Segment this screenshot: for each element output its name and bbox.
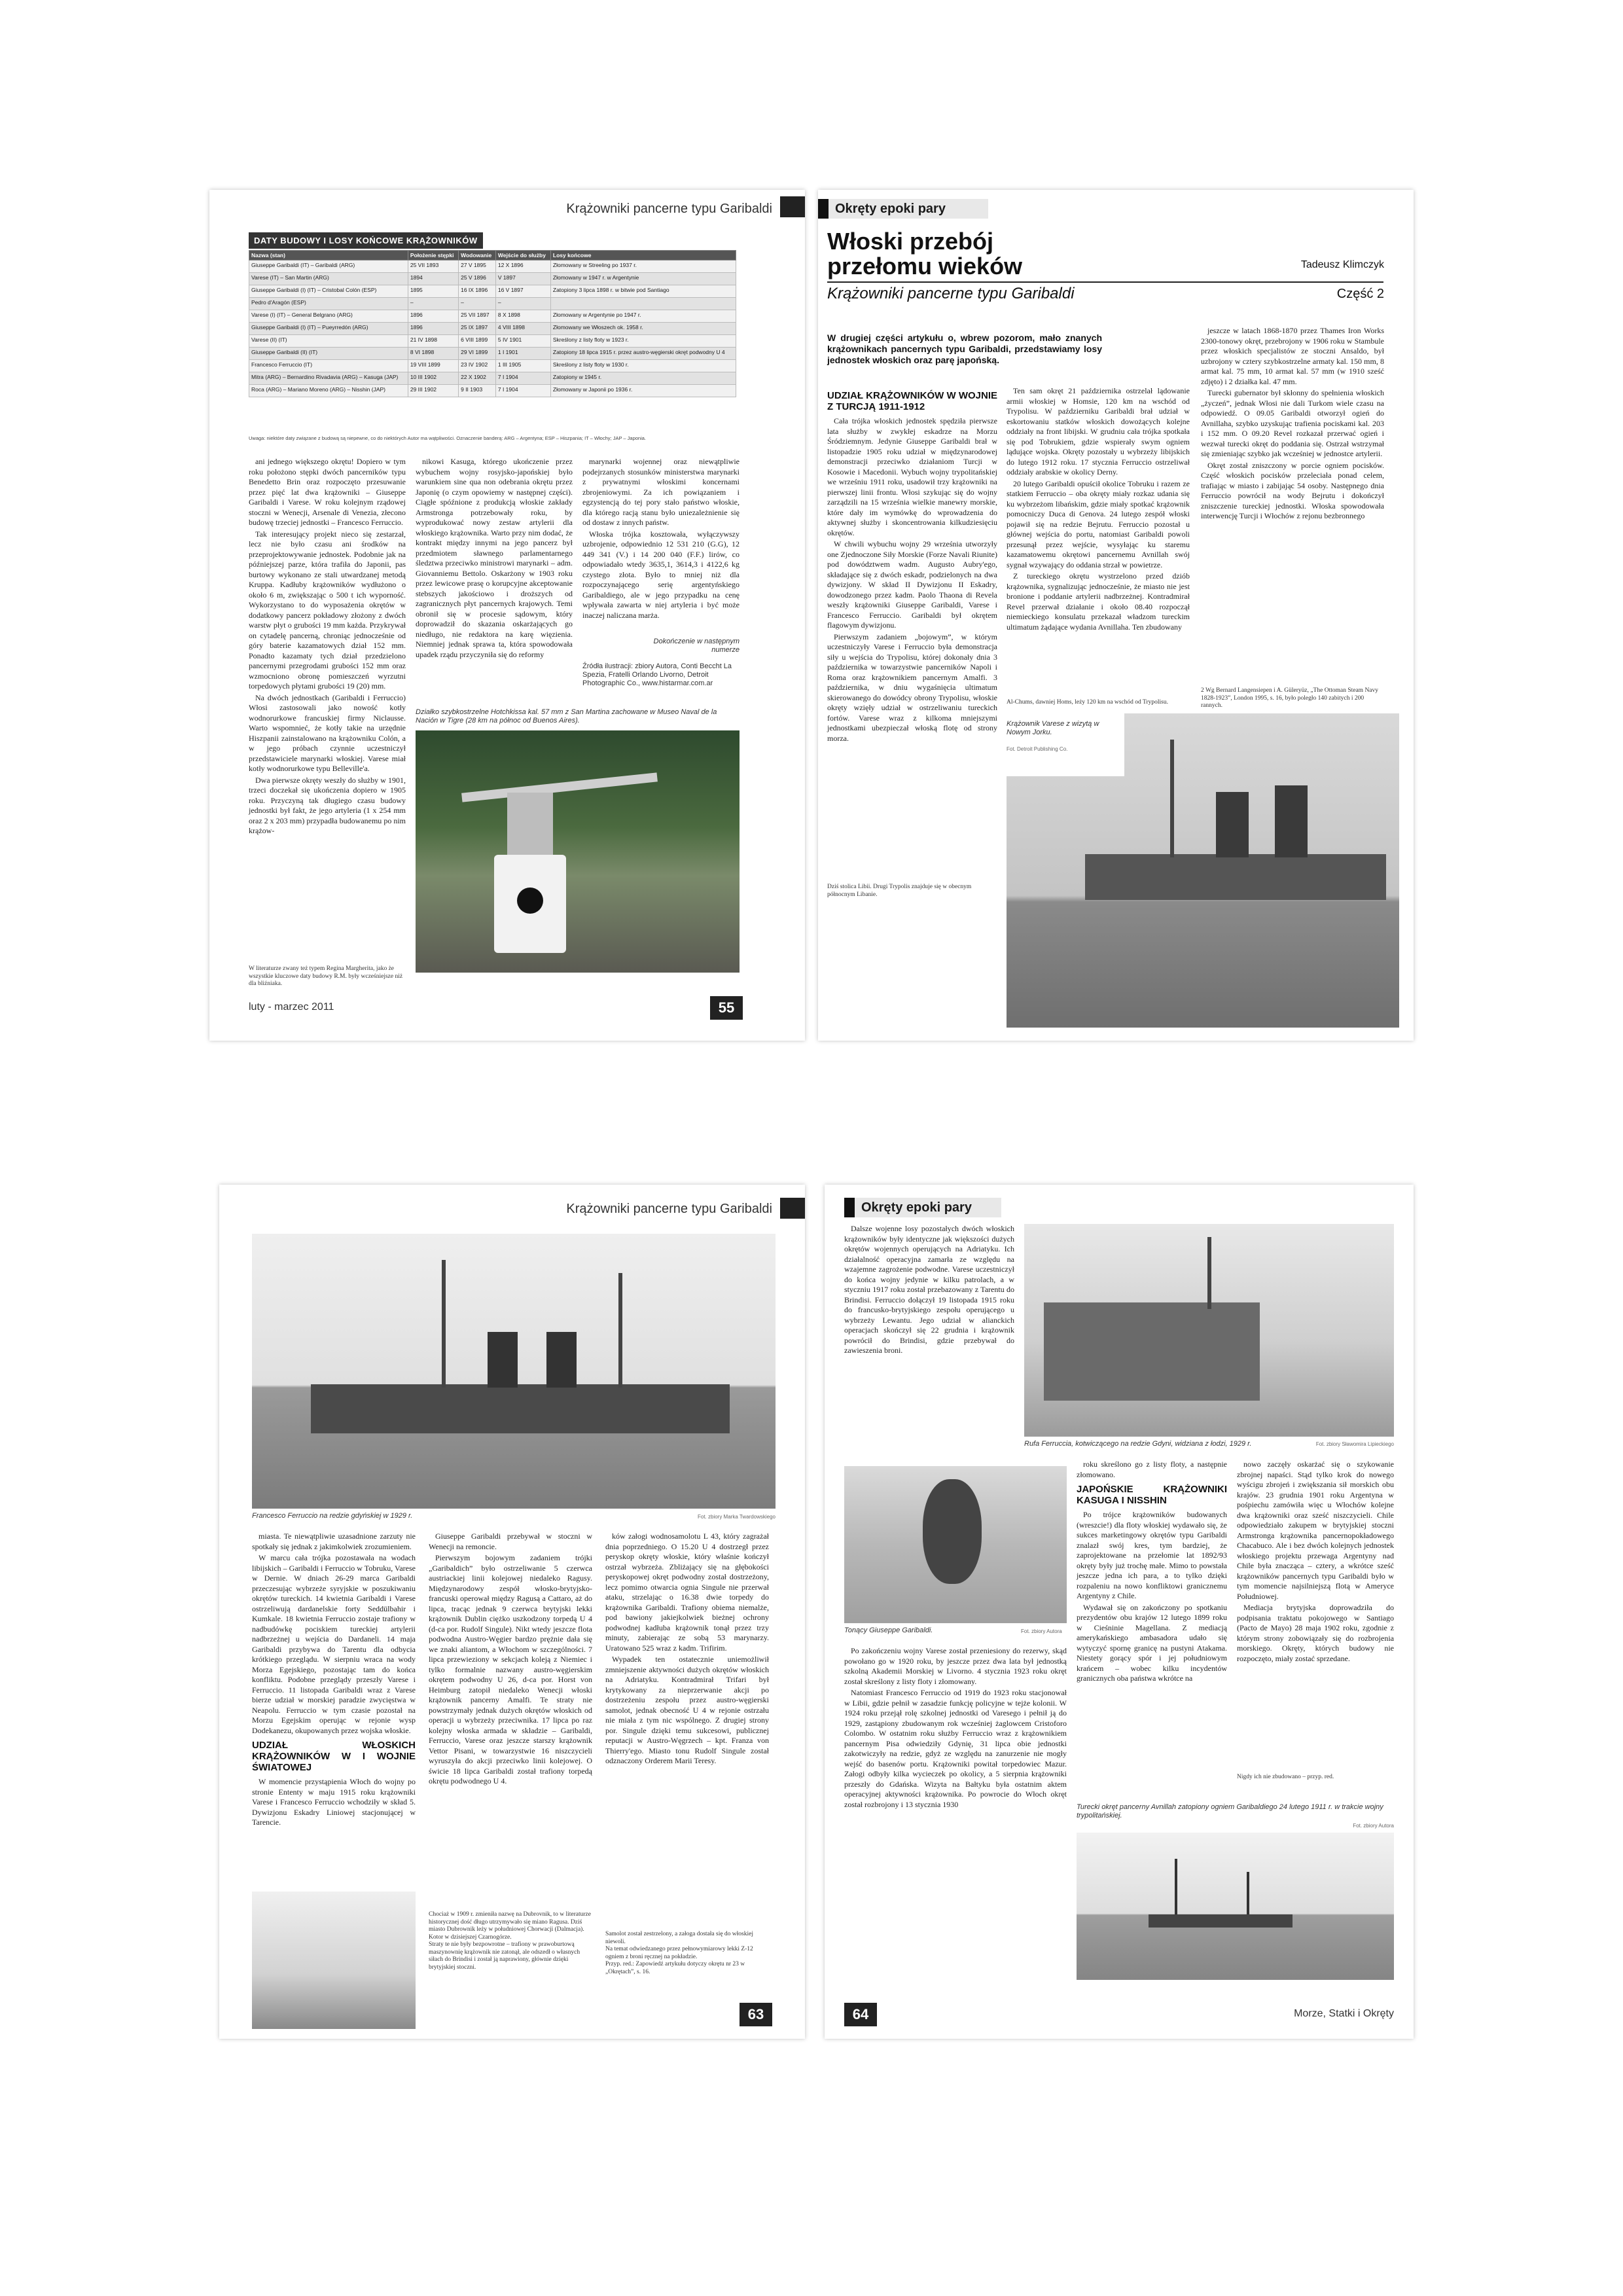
footnote-casualties: 2 Wg Bernard Langensiepen i A. Güleryüz, „The Ottoman Steam Navy 1828-1923”, London 1995, s. 16, było poległo 140 zabitych i 200 rannych. bbox=[1201, 687, 1379, 709]
paragraph: Natomiast Francesco Ferruccio od 1919 do 1923 roku stacjonował w Libii, gdzie pełnił w zasadzie funkcję policyjne w tejże kolonii. W 1924 roku przejął rolę szkolnej jednostki od Varesego i pełnił ją do 1929, zastąpiony zbudowanym rok wcześniej żaglowcem Cristoforo Colombo. W ostatnim roku służby Ferruccio wraz z krążownikiem pancernym Pisa odwiedziły Gdynię, 31 lipca obie jednostki zakotwiczyły na redzie, gdyż ze względu na zanurzenie nie mogły wejść do basenów portu. Krążowniki powitał torpedowiec Mazur. Załogi odbyły kilka wycieczek po okolicy, a 5 sierpnia krążowniki przeszły do Gdańska. Wizyta na Bałtyku była ostatnim aktem operacyjnej aktywności krążownika. Po powrocie do Włoch okręt został rozbrojony i 13 stycznia 1930 bbox=[844, 1688, 1067, 1809]
gun-porthole bbox=[517, 888, 543, 914]
ferruccio-stern-photo bbox=[1024, 1224, 1394, 1437]
table-row bbox=[249, 335, 736, 348]
running-head: Krążowniki pancerne typu Garibaldi bbox=[566, 202, 772, 216]
footnote: Chociaż w 1909 r. zmieniła nazwę na Dubrovnik, to w literaturze historycznej dość długo utrzymywało się miano Ragusa. Dziś miasto Dubrownik leży w południowej Chorwacji (Dalmacja). bbox=[429, 1911, 591, 1933]
table-header-cell: Położenie stępki bbox=[408, 251, 458, 260]
article-column-1 bbox=[252, 1532, 416, 1829]
table-cell: 1896 bbox=[408, 323, 458, 335]
section-heading: UDZIAŁ WŁOSKICH KRĄŻOWNIKÓW W I WOJNIE ŚWIATOWEJ bbox=[252, 1740, 416, 1773]
table-cell: Skreślony z listy floty w 1923 r. bbox=[550, 335, 736, 348]
table-cell: 7 I 1904 bbox=[495, 372, 550, 385]
section-header: Okręty epoki pary bbox=[844, 1198, 1001, 1217]
table-cell: 7 I 1904 bbox=[495, 385, 550, 397]
table-row bbox=[249, 323, 736, 335]
table-cell: 16 IX 1896 bbox=[459, 285, 496, 298]
article-column-1 bbox=[249, 457, 406, 838]
table-header-cell: Wejście do służby bbox=[495, 251, 550, 260]
table-cell: 19 VIII 1899 bbox=[408, 360, 458, 372]
paragraph: Dwa pierwsze okręty weszły do służby w 1901, trzeci doczekał się ukończenia dopiero w 1905 roku. Przyczyną tak długiego czasu budowy jednostki był fakt, że jego artyleria (1 x 254 mm oraz 2 x 203 mm) przypadła budowanemu po nim krążow- bbox=[249, 775, 406, 835]
table-cell: 25 VII 1897 bbox=[459, 310, 496, 323]
page-64 bbox=[825, 1185, 1414, 2039]
table-cell: 4 VIII 1898 bbox=[495, 323, 550, 335]
table-cell: 1895 bbox=[408, 285, 458, 298]
photo-credit: Fot. Detroit Publishing Co. bbox=[1007, 746, 1068, 752]
table-cell: – bbox=[459, 298, 496, 310]
article-column-3 bbox=[582, 457, 740, 622]
table-cell: 29 III 1902 bbox=[408, 385, 458, 397]
lead-paragraph: W drugiej części artykułu o, wbrew pozorom, mało znanych krążownikach pancernych typu Garibaldi, przedstawiamy losy jednostek włoskich oraz parę japońską. bbox=[827, 332, 1102, 365]
page-56 bbox=[818, 190, 1414, 1041]
table-cell: 1 III 1905 bbox=[495, 360, 550, 372]
table-cell: Varese (IT) – San Martin (ARG) bbox=[249, 273, 408, 285]
garibaldi-sinking-photo bbox=[844, 1466, 1067, 1623]
paragraph: marynarki wojennej oraz niewątpliwie podejrzanych stosunków ministerstwa marynarki z prywatnymi włoskimi koncernami zbrojeniowymi. Za ich powiązaniem i egzystencją do tej pory stało państwo włoskie, dla którego racją stanu było uniezależnienie się od dostaw z innych państw. bbox=[582, 457, 740, 527]
paragraph: Na dwóch jednostkach (Garibaldi i Ferruccio) Włosi zastosowali jako nowość kotły wodnorurkowe francuskiej firmy Niclausse. Warto wspomnieć, że kotły takie na urzędnie Hiszpanii zainstalowano na krążowniku Colón, a w jego próbach czynnie uczestniczył przedstawiciele marynarki włoskiej. Varese miał kotły wodnorurkowe typu Belleville'a. bbox=[249, 692, 406, 773]
gun-mount bbox=[507, 793, 553, 855]
table-cell: 1894 bbox=[408, 273, 458, 285]
page-tab-marker bbox=[780, 1198, 805, 1219]
paragraph: Pierwszym bojowym zadaniem trójki „Garibaldich” było ostrzeliwanie 5 czerwca austriackiej linii kolejowej niedaleko Ragusy. Międzynarodowy zespół włosko-brytyjsko-francuski operował między Ragusą a Cattaro, aż do lipca, tracąc jednak 9 czerwca brytyjski lekki krążownik Dublin ciężko uszkodzony torpedą U 4 (d-ca por. Rudolf Singule). Nikt wtedy jeszcze flota podwodna Austro-Węgier bardzo prężnie dała się we znaki aliantom, a Włochom w szczególności. 7 lipca przewieziony w sekcjach koleją z Niemiec i tylko formalnie nazwany austro-węgierskim okrętem podwodny U 26, d-ca por. Horst von Heimburg zatopił niedaleko Wenecji włoski krążownik pancerny Amalfi. Te straty nie powstrzymały jednak dużych okrętów włoskich od operacji u wybrzeży przeciwnika. 17 lipca po raz kolejny włoska armada w składzie – Garibaldi, Ferruccio, Varese oraz jeszcze starszy krążownik Vettor Pisani, w towarzystwie 16 niszczycieli wyruszyła do akcji przeciwko linii kolejowej. O świcie 18 lipca Garibaldi został trafiony torpedą okrętu podwodnego U 4. bbox=[429, 1553, 592, 1785]
table-cell: – bbox=[408, 298, 458, 310]
paragraph: nikowi Kasuga, którego ukończenie przez wybuchem wojny rosyjsko-japońskiej było warunkiem sine qua non odebrania okrętu przez Japonię (o czym opowiemy w następnej części). Ciągłe spóźnione z produkcją włoskie zakłady Armstronga potrzebowały roku, by wyprodukować nowy zestaw artylerii dla włoskiego krążownika. Warto przy nim dodać, że kontrakt między innymi na jego pancerz był przedmiotem sławnego parlamentarnego śledztwa przeciwko ministrowi marynarki – adm. Giovanniemu Bettolo. Oskarżony w 1903 roku przez lewicowe prasę o korupcyjne akceptowanie stebszych jakościowo i droższych od zagranicznych płyt pancernych krajowych. Temi obronił się w procesie sądowym, który doprowadził do skazania oskarżających go niedługo, nie redaktora na karę więzienia. Niemniej jednak sprawa ta, która spowodowała upadek rządu przyczyniła się do reformy bbox=[416, 457, 573, 659]
paragraph: jeszcze w latach 1868-1870 przez Thames Iron Works 2300-tonowy okręt, przebrojony w 1906 roku w Stambule przez włoskich specjalistów ze stoczni Ansaldo, był uzbrojony w cztery szybkostrzelne armaty kal. 150 mm, 8 armat kal. 75 mm, 10 armat kal. 57 mm (w 1910 sześć zdjęto) i 2 działka kal. 47 mm. bbox=[1201, 326, 1384, 386]
table-cell: Pedro d'Aragón (ESP) bbox=[249, 298, 408, 310]
part-label: Część 2 bbox=[1336, 287, 1384, 301]
page-tab-marker bbox=[780, 196, 805, 217]
smoke-plume bbox=[923, 1479, 982, 1584]
table-cell: 9 II 1903 bbox=[459, 385, 496, 397]
table-header-cell: Wodowanie bbox=[459, 251, 496, 260]
paragraph: ków załogi wodnosamolotu L 43, który zagrażał dnia poprzedniego. O 15.20 U 4 dostrzegł przez peryskop okręty włoskie, który właśnie kończył ostrzał wybrzeża. Zbliżający się na głębokości peryskopowej okręt podwodny został dostrzeżony, lecz pomimo otwarcia ognia Singule nie przerwał ataku, strzelając o 16.38 dwie torpedy do krążownika Garibaldi. Trafiony obiema niemalże, pod bawiony jakiejkolwiek bieżnej ochrony podwodnej kadłuba krążownik tonął przez trzy minuty, zabierając ze sobą 53 marynarzy. Uratowano 525 wraz z kadm. Trifirim. bbox=[605, 1532, 769, 1653]
photo-caption: Działko szybkostrzelne Hotchkissa kal. 57 mm z San Martina zachowane w Museo Naval de la Nación w Tigre (28 km na północ od Buenos Aires). bbox=[416, 708, 717, 725]
paragraph: Cała trójka włoskich jednostek spędziła pierwsze lata służby w zwykłej eskadrze na Morzu Śródziemnym. Jedynie Giuseppe Garibaldi brał w listopadzie 1905 roku udział w międzynarodowej demonstracji przeciwko działaniom Turcji w Kosowie i Macedonii. Wybuch wojny trypolitańskiej we wrześniu 1911 roku, usadowił trzy krążowniki na pierwszej linii frontu. Włosi szykując się do wojny zarządzili na 15 września wielkie manewry morskie, które dały im wymówkę do wprowadzenia do aktywnej służby i skoncentrowania kilkudziesięciu okrętów. bbox=[827, 416, 997, 537]
paragraph: Ten sam okręt 21 października ostrzelał lądowanie armii włoskiej w Homsie, 120 km na wschód od Trypolisu. W październiku Garibaldi brał udział w eskortowaniu statków włoskich dowożących kolejne oddziały na front libijski. W grudniu cała trójka spotkała się pod Tobrukiem, gdzie wspierały swym ogniem lądujące wojska. Okręty pozostały u wybrzeży libijskich do lutego 1912 roku. 17 stycznia Ferruccio ostrzeliwał oddziały arabskie w okolicy Derny. bbox=[1007, 386, 1190, 476]
footnotes-right bbox=[605, 1931, 769, 1976]
ferruccio-photo bbox=[252, 1234, 776, 1509]
ship-funnel-1 bbox=[488, 1332, 518, 1388]
ship-funnel-2 bbox=[1275, 785, 1308, 857]
footnote: Przyp. red.: Zapowiedź artykułu dotyczy okrętu nr 23 w „Okrętach”, s. 16. bbox=[605, 1961, 745, 1975]
paragraph: W momencie przystąpienia Włoch do wojny po stronie Ententy w maju 1915 roku krążowniki Varese i Francesco Ferruccio wchodziły w skład 5. Dywizjonu Eskadry Liniowej stacjonującej w Tarencie. bbox=[252, 1777, 416, 1827]
table-cell: 21 IV 1898 bbox=[408, 335, 458, 348]
paragraph: Z tureckiego okrętu wystrzelono przed dziób krążownika, sygnalizując jednocześnie, że miasto nie jest bronione i poddanie artylerii nadbrzeżnej. Kontradmirał Revel przerwał działanie i około 08.40 rozpoczął niemieckiego konsulatu przekazał władzom tureckim ultimatum żądające wydania Avnillaha. Ten zbudowany bbox=[1007, 571, 1190, 632]
table-cell: Złomowany w Japonii po 1936 r. bbox=[550, 385, 736, 397]
page-63 bbox=[219, 1185, 805, 2039]
paragraph: Pierwszym zadaniem „bojowym”, w którym uczestniczyły Varese i Ferruccio była demonstracja siły u wejścia do Trypolisu, której dokonały dnia 3 października w towarzystwie pancerników Napoli i Roma oraz krążownikiem pancernym Amalfi. 3 października, w dniu wygaśnięcia ultimatum skierowanego do dowódcy obrony Trypolisu, włoskie okręty wzięły udział w ostrzeliwaniu tureckich fortów. Varese wraz z kilkoma mniejszymi jednostkami ubezpieczał włoską flotę od strony morza. bbox=[827, 632, 997, 743]
paragraph: Mediacja brytyjska doprowadziła do podpisania traktatu pokojowego w Santiago (Pacto de Mayo) 28 maja 1902 roku, zgodnie z którym strony zobowiązały się do rozbrojenia morskiego. Okręty, których budowy nie rozpoczęto, miały zostać sprzedane. bbox=[1237, 1603, 1394, 1663]
article-column-3 bbox=[605, 1532, 769, 1768]
article-title: Włoski przebój przełomu wieków bbox=[827, 228, 1023, 279]
table-note: Uwaga: niektóre daty związane z budową są niepewne, co do niektórych Autor ma wątpliwości. Oznaczenie banderą: ARG – Argentyna; ESP – Hiszpania; IT – Włochy; JAP – Japonia. bbox=[249, 435, 647, 441]
section-heading: JAPOŃSKIE KRĄŻOWNIKI KASUGA I NISSHIN bbox=[1077, 1484, 1227, 1506]
table-cell: 25 VII 1893 bbox=[408, 260, 458, 273]
table-cell: V 1897 bbox=[495, 273, 550, 285]
paragraph: Giuseppe Garibaldi przebywał w stoczni w Wenecji na remoncie. bbox=[429, 1532, 592, 1551]
table-cell: Roca (ARG) – Mariano Moreno (ARG) – Nisshin (JAP) bbox=[249, 385, 408, 397]
table-row bbox=[249, 310, 736, 323]
paragraph: Wydawał się on zakończony po spotkaniu prezydentów obu krajów 12 lutego 1899 roku w Cieśninie Magellana. Z mediacją amerykańskiego ambasadora udało się wytyczyć spornę granicę na pustyni Atakama. Niestety gorący spór i jej południowym krańcem – wobec kilku incydentów granicznych oba państwa wkrótce na bbox=[1077, 1602, 1227, 1683]
page-55 bbox=[209, 190, 805, 1041]
table-cell: Giuseppe Garibaldi (II) (IT) bbox=[249, 348, 408, 360]
photo-credit: Fot. zbiory Autora bbox=[1021, 1628, 1062, 1634]
table-cell: 6 VIII 1899 bbox=[459, 335, 496, 348]
ship-funnel-2 bbox=[546, 1332, 577, 1388]
table-cell: 29 VI 1899 bbox=[459, 348, 496, 360]
photo-caption: Rufa Ferruccia, kotwiczącego na redzie Gdyni, widziana z łodzi, 1929 r. bbox=[1024, 1440, 1252, 1448]
paragraph: 20 lutego Garibaldi opuścił okolice Tobruku i razem ze statkiem Ferruccio – oba okręty miały rozkaz udania się ku wybrzeżom libańskim, gdzie miały spotkać krążownik pomocniczy Duca di Genova. 24 lutego zespół włoski pojawił się na redzie Bejrutu. Ferruccio pozostał u głównej wejścia do portu, natomiast Garibaldi powoli przesunął przez wejście, wysyłając ku staremu kazamatowemu okrętowi pancernemu Avnillah swój sygnał wzywający do oddania strzał w powietrze. bbox=[1007, 478, 1190, 569]
avnillah-wreck-photo bbox=[1077, 1833, 1394, 1980]
table-cell: Varese (I) (IT) – General Belgrano (ARG) bbox=[249, 310, 408, 323]
table-cell: Mitra (ARG) – Bernardino Rivadavia (ARG) – Kasuga (JAP) bbox=[249, 372, 408, 385]
page-number: 55 bbox=[710, 996, 743, 1020]
photo-caption: Krążownik Varese z wizytą w Nowym Jorku. bbox=[1007, 720, 1099, 736]
photo-caption: Francesco Ferruccio na redzie gdyńskiej w 1929 r. bbox=[252, 1512, 413, 1520]
title-rule bbox=[827, 281, 1383, 283]
table-row bbox=[249, 298, 736, 310]
table-cell: Zatopiony 3 lipca 1898 r. w bitwie pod Santiago bbox=[550, 285, 736, 298]
page-number: 64 bbox=[844, 2003, 877, 2026]
running-head: Krążowniki pancerne typu Garibaldi bbox=[566, 1202, 772, 1216]
table-cell: 1 I 1901 bbox=[495, 348, 550, 360]
article-column-3 bbox=[1237, 1460, 1394, 1665]
paragraph: nowo zaczęły oskarżać się o szykowanie zbrojnej napaści. Stąd tylko krok do nowego wyścigu zbrojeń i zwiększania sił morskich obu krajów. 23 grudnia 1901 roku Argentyna w pośpiechu zamówiła więc u Włochów kolejne dwa krążowniki oraz sześć niszczycieli. Chile odpowiedziało zakupem w brytyjskiej stoczni Armstronga krążownika pancernopokładowego Chacabuco. Ale i bez dwóch kolejnych jednostek włoskiego projektu przewaga Argentyny nad Chile była znacząca – cztery, a wkrótce sześć krążowników pancernych typu Garibaldi było w tym momencie najsilniejszą flotą w Ameryce Południowej. bbox=[1237, 1460, 1394, 1601]
table-row bbox=[249, 273, 736, 285]
paragraph: W chwili wybuchu wojny 29 września utworzyły one Zjednoczone Siły Morskie (Forze Navali Riunite) pod dowództwem wadm. Augusto Aubry'ego, składające się z dwóch eskadr, podzielonych na dwa dywizjony. W skład II Dywizjonu II Eskadry, dowodzonego przez kadm. Paolo Thaona di Revela weszły krążowniki Giuseppe Garibaldi, Varese i Francesco Ferruccio. Garibaldi był okrętem flagowym dywizjonu. bbox=[827, 539, 997, 630]
ship-stern bbox=[1044, 1302, 1260, 1401]
paragraph: Wypadek ten ostatecznie uniemożliwił zmniejszenie aktywności dużych okrętów włoskich na Adriatyku. Kontradmirał Trifari był krytykowany za nieprzerwanie akcji po dostrzeżeniu zespołu przez austro-węgierski samolot, jednak obecność U 4 w rejonie ostrzału nie miała z tym nic wspólnego. Z drugiej strony por. Singule dzięki temu sukcesowi, publicznej reputacji w Austro-Węgrzech – kpt. Franza von Thierry'ego. Miasto tonu Rudolf Singule został odznaczony Orderem Marii Teresy. bbox=[605, 1655, 769, 1765]
paragraph: W marcu cała trójka pozostawała na wodach libijskich – Garibaldi i Ferruccio w Tobruku, Varese w Dernie. W dniach 26-29 marca Garibaldi przeczesując wybrzeże syryjskie w poszukiwaniu okrętów tureckich. 14 kwietnia Garibaldi i Varese ostrzeliwują dardanelskie forty Seddülbahir i Kumkale. 18 kwietnia Ferruccio zostaje trafiony w nadbudówkę pociskiem tureckiej artylerii nadbrzeżnej u wejścia do Dardaneli. 14 maja Garibaldi przybywa do Tarentu dla odbycia krótkiego przeglądu. W sierpniu wraca na wody Morza Egejskiego, pozostając tam do końca konfliktu. Podobne przeglądy przeszły Varese i Ferruccio. 11 listopada Garibaldi wraz z Varese bierze udział w morskiej paradzie zwycięstwa w Neapolu. Ferruccio w tym czasie pozostał na Morzu Egejskim operując w rejonie wysp Dodekanezu, okupowanych przez wojska włoskie. bbox=[252, 1553, 416, 1735]
table-row bbox=[249, 348, 736, 360]
table-cell: Złomowany w 1947 r. w Argentynie bbox=[550, 273, 736, 285]
page-number: 63 bbox=[740, 2003, 772, 2026]
photo-credit: Fot. zbiory Autora bbox=[1353, 1823, 1394, 1829]
paragraph: Tak interesujący projekt nieco się zestarzał, lecz nie było czasu ani środków na przeprojektowywanie jednostek. Podobnie jak na późniejszej parze, która trafiła do Japonii, pas burtowy wykonano ze stali utwardzanej metodą Kruppa. Kadłuby krążowników wydłużono o około 6 m, zwiększając o 500 t ich wyporność. Wykorzystano to do wyposażenia okrętów w dodatkowy pancerz pokładowy złożony z dwóch warstw płyt o grubości 19 mm każda. Przykrywał on cytadelę pancerną, chroniąc jednocześnie od góry baterie kazamatowych dział 152 mm. Ponadto kazamaty tych dział przedzielono pancernymi przegrodami grubości 152 mm oraz wzmocniono obronę pomieszczeń wyrzutni torpedowych płytami grubości 19 (20) mm. bbox=[249, 529, 406, 691]
article-column-2 bbox=[1007, 386, 1190, 634]
table-cell: Złomowany w Streeling po 1937 r. bbox=[550, 260, 736, 273]
article-column-1 bbox=[827, 386, 997, 745]
footnote: Na temat odwiedzanego przez pełnowymiarowy lekki Z-12 ogniem z broni ręcznej na pokładzie. bbox=[605, 1946, 753, 1960]
ship-stern-mast bbox=[1207, 1237, 1211, 1309]
image-sources: Źródła ilustracji: zbiory Autora, Conti Beccht La Spezia, Fratelli Orlando Livorno, Detroit Photographic Co., www.histarmar.com.ar bbox=[582, 662, 732, 687]
table-cell: 16 V 1897 bbox=[495, 285, 550, 298]
table-cell: 27 V 1895 bbox=[459, 260, 496, 273]
builds-table bbox=[249, 250, 736, 397]
table-cell: Varese (II) (IT) bbox=[249, 335, 408, 348]
paragraph: roku skreślono go z listy floty, a następnie złomowano. bbox=[1077, 1460, 1227, 1479]
table-row bbox=[249, 385, 736, 397]
table-header-cell: Nazwa (stan) bbox=[249, 251, 408, 260]
ship-hull bbox=[311, 1384, 730, 1433]
article-column-1 bbox=[844, 1224, 1014, 1357]
ship-hull bbox=[1085, 854, 1386, 900]
harbour-photo bbox=[252, 1892, 416, 2029]
paragraph: miasta. Te niewątpliwie uzasadnione zarzuty nie spotkały się jednak z jakimkolwiek zrozumieniem. bbox=[252, 1532, 416, 1551]
varese-ship-photo bbox=[1007, 713, 1399, 1028]
table-cell: Złomowany w Argentynie po 1947 r. bbox=[550, 310, 736, 323]
table-cell: 1896 bbox=[408, 310, 458, 323]
paragraph: ani jednego większego okrętu! Dopiero w tym roku położono stępki dwóch pancerników typu Benedetto Brin oraz rozpoczęto przesuwanie przez pięć lat dwa krążowniki – Giuseppe Garibaldi i Varese. W roku kolejnym rządowej stoczni w Wenecji, Arsenale di Venezia, złecono budowę trzeciej jednostki – Francesco Ferruccio. bbox=[249, 457, 406, 527]
table-cell: 12 X 1896 bbox=[495, 260, 550, 273]
photo-credit: Fot. zbiory Sławomira Lipieckiego bbox=[1315, 1441, 1394, 1447]
table-cell: 10 III 1902 bbox=[408, 372, 458, 385]
table-cell: Zatopiony 18 lipca 1915 r. przez austro-węgierski okręt podwodny U 4 bbox=[550, 348, 736, 360]
table-cell: 25 IX 1897 bbox=[459, 323, 496, 335]
article-column-2 bbox=[429, 1532, 592, 1788]
table-cell: Giuseppe Garibaldi (IT) – Garibaldi (ARG) bbox=[249, 260, 408, 273]
paragraph: Okręt został zniszczony w porcie ogniem pocisków. Część włoskich pocisków przeleciała ponad celem, trafiając w miasto i zabijając 54 osoby. Następnego dnia Ferruccio powrócił na wody Bejrutu i dokończył zniszczenie tureckiej jednostki. Włoska spowodowała interwencję Turcji i Włochów z rejonu bezbronnego bbox=[1201, 460, 1384, 520]
article-column-2 bbox=[416, 457, 573, 661]
table-cell: 5 IV 1901 bbox=[495, 335, 550, 348]
photo-caption: Tonący Giuseppe Garibaldi. bbox=[844, 1626, 933, 1634]
table-row bbox=[249, 360, 736, 372]
table-title: DATY BUDOWY I LOSY KOŃCOWE KRĄŻOWNIKÓW bbox=[249, 232, 483, 249]
footnote: Dziś stolica Libii. Drugi Trypolis znajduje się w obecnym północnym Libanie. bbox=[827, 884, 972, 898]
table-cell: 22 X 1902 bbox=[459, 372, 496, 385]
hotchkiss-gun-photo bbox=[416, 730, 740, 973]
table-row bbox=[249, 260, 736, 273]
paragraph: Po trójce krążowników budowanych (wreszcie!) dla floty włoskiej wydawało się, że sukces marketingowy okrętów typu Garibaldi znalazł swój kres, tym bardziej, że zaprojektowane na przełomie lat 1892/93 okręty były już trochę małe. Mimo to powstała jeszcze jedna ich para, a to tylko dzięki rozpaleniu na nowo konfliktowi granicznemu Argentyny z Chile. bbox=[1077, 1510, 1227, 1600]
paragraph: Po zakończeniu wojny Varese został przeniesiony do rezerwy, skąd powołano go w 1920 roku, by jeszcze przez dwa lata był jednostką szkolną Akademii Morskiej w Livorno. 4 stycznia 1923 roku okręt został skreślony z listy floty i złomowany. bbox=[844, 1646, 1067, 1686]
photo-caption: Turecki okręt pancerny Avnillah zatopiony ogniem Garibaldiego 24 lutego 1911 r. w trakcie wojny trypolitańskiej. bbox=[1077, 1803, 1383, 1820]
table-cell: Francesco Ferruccio (IT) bbox=[249, 360, 408, 372]
continued-note: Dokończenie w następnym numerze bbox=[653, 637, 740, 654]
footnote: Nigdy ich nie zbudowano – przyp. red. bbox=[1237, 1774, 1334, 1780]
footnote: Samolot został zestrzelony, a załoga dostała się do włoskiej niewoli. bbox=[605, 1931, 754, 1945]
article-column-3 bbox=[1201, 326, 1384, 523]
footnote: Kotor w dzisiejszej Czarnogórze. bbox=[429, 1933, 512, 1941]
ship-mast bbox=[1170, 740, 1174, 857]
paragraph: Dalsze wojenne losy pozostałych dwóch włoskich krążowników były identyczne jak większości dużych okrętów wojennych operujących na Adriatyku. Ich działalność operacyjna zamarła ze względu na wzajemne zagrożenie podwodne. Varese uczestniczył do końca wojny jedynie w kilku patrolach, a w styczniu 1917 roku został przebazowany z Tarentu do Brindisi. Ferruccio dołączył 19 listopada 1915 roku do francusko-brytyjskiego zespołu operującego u wybrzeży Lewantu. Jego udział w alianckich operacjach skończył się 22 grudnia i krążownik powrócił do Brindisi, gdzie przebywał do zawieszenia broni. bbox=[844, 1224, 1014, 1355]
caption-homs: Al-Chums, dawniej Homs, leży 120 km na wschód od Trypolisu. bbox=[1007, 699, 1168, 706]
wreck-hull bbox=[1149, 1914, 1293, 1928]
gun-barrel bbox=[461, 772, 658, 802]
table-cell: Skreślony z listy floty w 1930 r. bbox=[550, 360, 736, 372]
page-footer: Morze, Statki i Okręty bbox=[1294, 2008, 1394, 2019]
table-cell: Giuseppe Garibaldi (I) (IT) – Cristobal Colón (ESP) bbox=[249, 285, 408, 298]
footnote: Straty te nie były bezpowrotne – trafiony w prawoburtową maszynownię krążownik nie zatonął, ale odszedł o własnych siłach do Brindisi i został ją naprawiony, głównie dzięki brytyjskiej stoczni. bbox=[429, 1941, 580, 1971]
table-row bbox=[249, 285, 736, 298]
article-column-4 bbox=[844, 1646, 1067, 1811]
table-cell: – bbox=[495, 298, 550, 310]
footnote: W literaturze zwany też typem Regina Margherita, jako że wszystkie kluczowe daty budowy R.M. były wcześniejsze niż dla bliźniaka. bbox=[249, 965, 403, 987]
author: Tadeusz Klimczyk bbox=[1300, 259, 1384, 270]
table-cell: 8 X 1898 bbox=[495, 310, 550, 323]
table-cell: 23 IV 1902 bbox=[459, 360, 496, 372]
footnotes-left bbox=[429, 1911, 592, 1971]
table-cell: Złomowany we Włoszech ok. 1958 r. bbox=[550, 323, 736, 335]
ship-funnel-1 bbox=[1216, 792, 1249, 857]
section-header: Okręty epoki pary bbox=[818, 199, 988, 219]
ship-mast-aft bbox=[618, 1273, 622, 1388]
section-heading: UDZIAŁ KRĄŻOWNIKÓW W WOJNIE Z TURCJĄ 1911-1912 bbox=[827, 390, 997, 412]
table-row bbox=[249, 372, 736, 385]
ship-mast-fore bbox=[442, 1260, 446, 1388]
article-subtitle: Krążowniki pancerne typu Garibaldi bbox=[827, 285, 1075, 302]
paragraph: Włoska trójka kosztowała, wyłączywszy uzbrojenie, odpowiednio 12 531 210 (G.G), 12 449 341 (V.) i 14 200 040 (F.F.) lirów, co odpowiadało wtedy 3635,1, 3614,3 i 4122,6 kg czystego złota. Było to mniej niż dla rozpoczynającego serię argentyńskiego Garibaldiego, ale w jego przypadku na cenę wpływała zawarta w niej artyleria i być może inaczej naliczana marża. bbox=[582, 529, 740, 620]
table-cell: Giuseppe Garibaldi (I) (IT) – Pueyrredón (ARG) bbox=[249, 323, 408, 335]
table-cell: 8 VI 1898 bbox=[408, 348, 458, 360]
photo-credit: Fot. zbiory Marka Twardowskiego bbox=[697, 1514, 776, 1520]
table-header-cell: Losy końcowe bbox=[550, 251, 736, 260]
paragraph: Turecki gubernator był skłonny do spełnienia włoskich „życzeń”, jednak Włosi nie dali Turkom wiele czasu na odpowiedź. O 09.05 Garibaldi otworzył ogień do Avnillaha, szybko uzyskując trafienia pociskami kal. 203 i 152 mm. O 09.20 Revel rozkazał przerwać ogień i wezwał turecki okręt do poddania się. Ostrzał wstrzymał się zmieniając szybko jak wcześniej w jednostce artylerii. bbox=[1201, 388, 1384, 458]
page-footer: luty - marzec 2011 bbox=[249, 1001, 334, 1013]
table-cell: Zatopiony w 1945 r. bbox=[550, 372, 736, 385]
table-cell: 25 V 1896 bbox=[459, 273, 496, 285]
table-cell bbox=[550, 298, 736, 310]
article-column-2 bbox=[1077, 1460, 1227, 1685]
